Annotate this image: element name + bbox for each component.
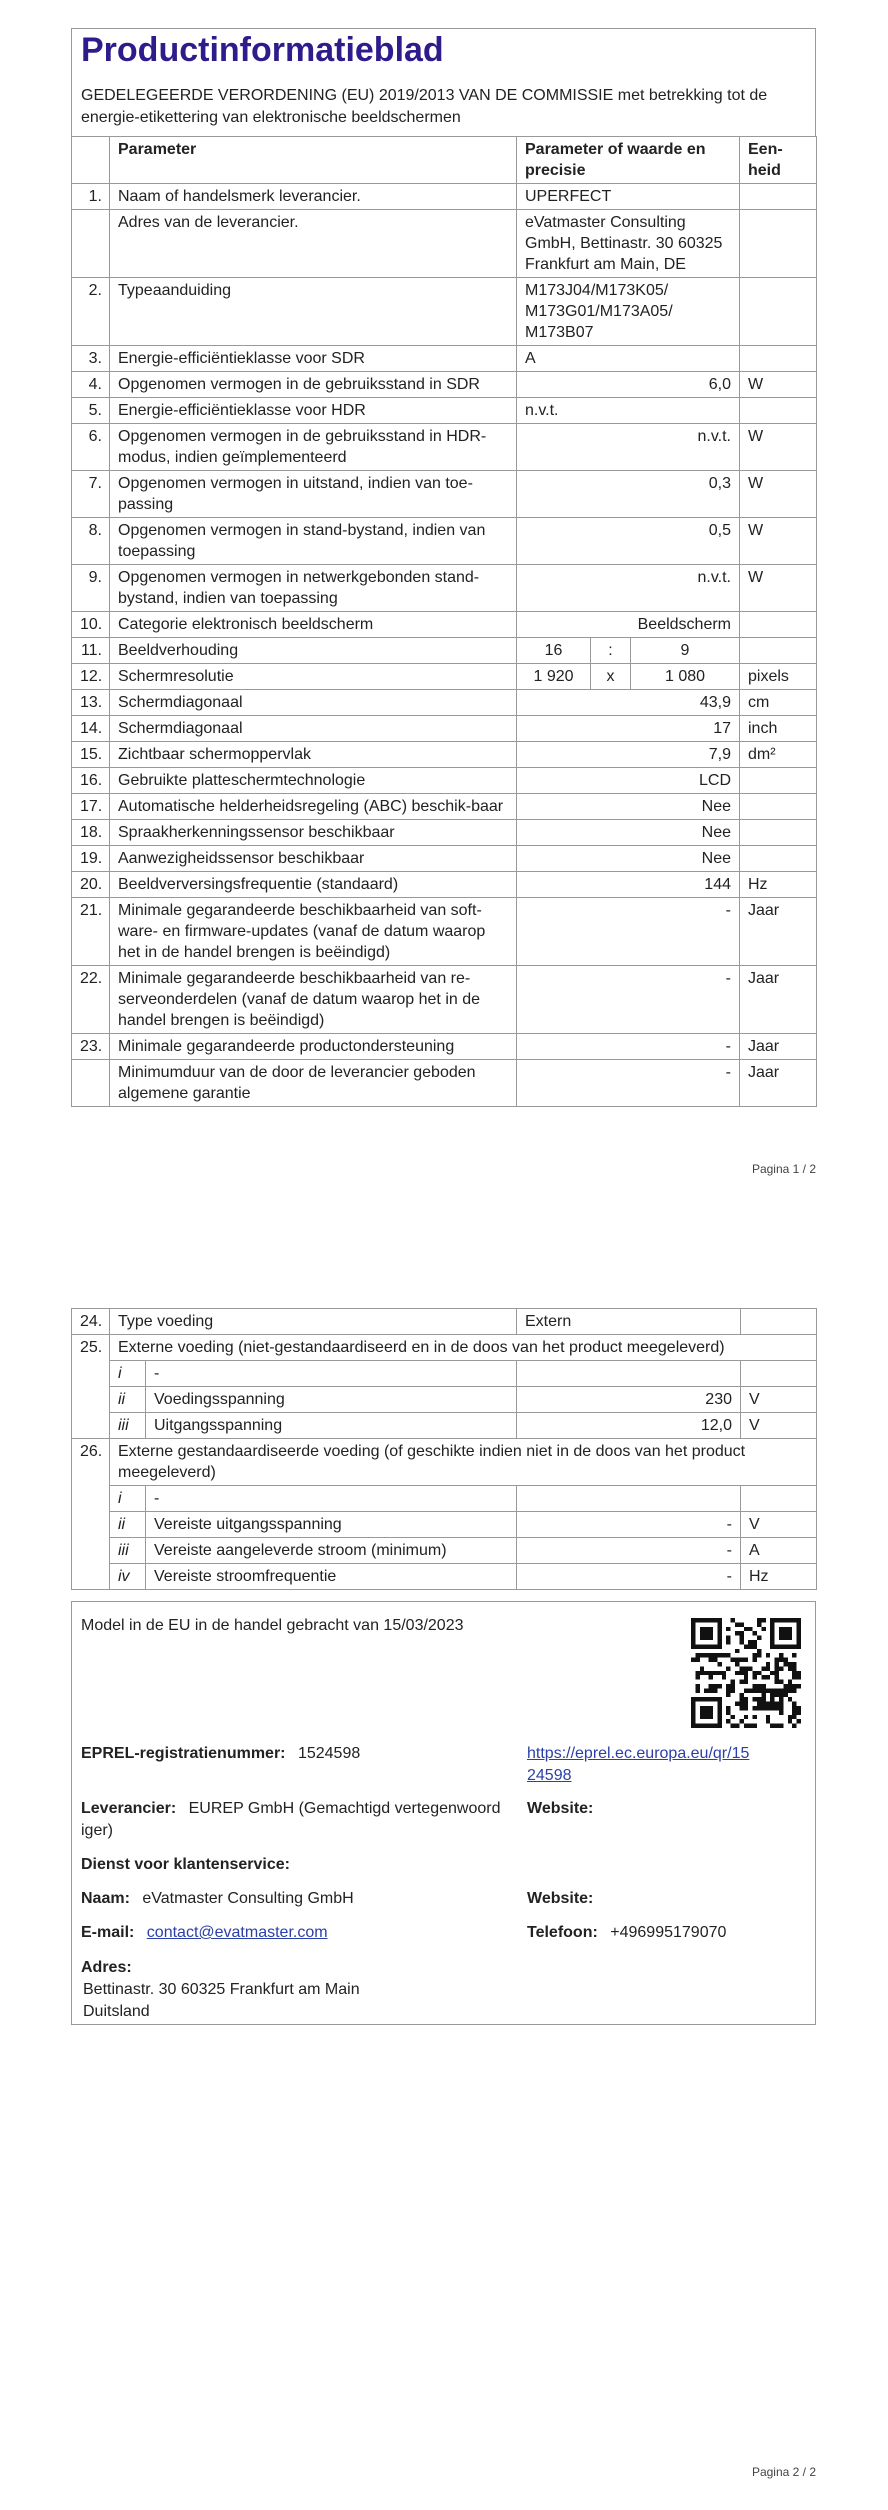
table-row: [72, 424, 817, 471]
header-box: [71, 28, 816, 137]
table-row: [72, 1538, 817, 1564]
row-value: 6,0: [517, 372, 740, 398]
row-parameter: Minimumduur van de door de leverancier geboden algemene garantie: [110, 1060, 517, 1107]
table-row: [72, 565, 817, 612]
row-number: 3.: [72, 346, 110, 372]
row-value: eVatmaster Consulting GmbH, Bettinastr. 30 60325 Frankfurt am Main, DE: [517, 210, 740, 278]
table-row-group: [72, 1439, 817, 1486]
sub-index: i: [110, 1486, 146, 1512]
sub-parameter: Voedingsspanning: [146, 1387, 517, 1413]
row-unit: inch: [740, 716, 817, 742]
row-parameter: Adres van de leverancier.: [110, 210, 517, 278]
row-unit: [740, 278, 817, 346]
table-row: [72, 1387, 817, 1413]
row-unit: [741, 1309, 817, 1335]
row-unit: [740, 346, 817, 372]
table-row: [72, 1309, 817, 1335]
row-number: 9.: [72, 565, 110, 612]
table-row: [72, 184, 817, 210]
row-unit: W: [740, 518, 817, 565]
table-row: [72, 471, 817, 518]
row-number: 1.: [72, 184, 110, 210]
row-parameter: Categorie elektronisch beeldscherm: [110, 612, 517, 638]
table-row: [72, 1361, 817, 1387]
header-unit: Een-heid: [740, 137, 817, 184]
row-parameter: Naam of handelsmerk leverancier.: [110, 184, 517, 210]
row-parameter: Schermdiagonaal: [110, 716, 517, 742]
table-row: [72, 612, 817, 638]
table-row: [72, 278, 817, 346]
table-row: [72, 210, 817, 278]
row-number: 4.: [72, 372, 110, 398]
table-row: [72, 1512, 817, 1538]
row-value: n.v.t.: [517, 398, 740, 424]
email-label: E-mail:: [81, 1924, 135, 1941]
row-number: 26.: [72, 1439, 110, 1590]
row-parameter: Opgenomen vermogen in de gebruiksstand in HDR-modus, indien geïmplementeerd: [110, 424, 517, 471]
row-value: n.v.t.: [517, 424, 740, 471]
row-value: 43,9: [517, 690, 740, 716]
row-parameter: Gebruikte platteschermtechnologie: [110, 768, 517, 794]
row-value: 17: [517, 716, 740, 742]
row-number: 18.: [72, 820, 110, 846]
sub-parameter: Vereiste uitgangsspanning: [146, 1512, 517, 1538]
row-parameter: Zichtbaar schermoppervlak: [110, 742, 517, 768]
regulation-subtitle: GEDELEGEERDE VERORDENING (EU) 2019/2013 VAN DE COMMISSIE met betrekking tot de energie-etikettering van elektronische beeldschermen: [81, 87, 768, 126]
eprel-link[interactable]: https://eprel.ec.europa.eu/qr/15 24598: [527, 1745, 750, 1784]
sub-parameter: -: [146, 1361, 517, 1387]
row-unit: Hz: [740, 872, 817, 898]
row-value: Nee: [517, 794, 740, 820]
table-row: [72, 794, 817, 820]
row-value: -: [517, 1034, 740, 1060]
table-row: [72, 846, 817, 872]
row-unit: W: [740, 372, 817, 398]
row-value: n.v.t.: [517, 565, 740, 612]
header-value: Parameter of waarde en precisie: [517, 137, 740, 184]
sub-unit: V: [741, 1512, 817, 1538]
sub-unit: V: [741, 1413, 817, 1439]
row-parameter: Minimale gegarandeerde beschikbaarheid van soft-ware- en firmware-updates (vanaf de datum waarop het in de handel brengen is beëindigd): [110, 898, 517, 966]
row-parameter: Opgenomen vermogen in stand-bystand, indien van toepassing: [110, 518, 517, 565]
table-row-resolution: 12. Schermresolutie 1 920 x 1 080 pixels: [72, 664, 817, 690]
row-number: 25.: [72, 1335, 110, 1439]
supplier-value: EUREP GmbH (Gemachtigd vertegenwoord: [188, 1800, 501, 1817]
sub-parameter: Uitgangsspanning: [146, 1413, 517, 1439]
phone-label: Telefoon:: [527, 1924, 598, 1941]
table-row: [72, 398, 817, 424]
row-value: LCD: [517, 768, 740, 794]
table-row: [72, 742, 817, 768]
row-number: 19.: [72, 846, 110, 872]
name-value: eVatmaster Consulting GmbH: [142, 1890, 354, 1907]
row-number: 14.: [72, 716, 110, 742]
sub-value: [517, 1361, 741, 1387]
website-label-2: Website:: [527, 1890, 594, 1907]
address-value: Bettinastr. 30 60325 Frankfurt am Main Duitsland: [83, 1981, 360, 2020]
table-row: [72, 768, 817, 794]
row-number: 6.: [72, 424, 110, 471]
sub-unit: [741, 1486, 817, 1512]
name-label: Naam:: [81, 1890, 130, 1907]
table-row: [72, 690, 817, 716]
sub-value: -: [517, 1538, 741, 1564]
page-number-2: Pagina 2 / 2: [751, 2465, 816, 2479]
sub-unit: [741, 1361, 817, 1387]
table-row: [72, 346, 817, 372]
row-number: [72, 210, 110, 278]
row-number: 21.: [72, 898, 110, 966]
row-unit: Jaar: [740, 898, 817, 966]
sub-index: iii: [110, 1538, 146, 1564]
row-parameter: Type voeding: [110, 1309, 517, 1335]
table-row: [72, 518, 817, 565]
sub-parameter: -: [146, 1486, 517, 1512]
row-value: UPERFECT: [517, 184, 740, 210]
service-label: Dienst voor klantenservice:: [81, 1856, 290, 1873]
table-header-row: [72, 137, 817, 184]
row-value: 144: [517, 872, 740, 898]
row-parameter: Opgenomen vermogen in netwerkgebonden stand-bystand, indien van toepassing: [110, 565, 517, 612]
row-parameter: Externe voeding (niet-gestandaardiseerd en in de doos van het product meegeleverd): [110, 1335, 817, 1361]
row-parameter: Opgenomen vermogen in uitstand, indien van toe-passing: [110, 471, 517, 518]
row-unit: [740, 768, 817, 794]
table-row: [72, 1060, 817, 1107]
page-title: Productinformatieblad: [81, 31, 444, 69]
row-parameter: Beeldverversingsfrequentie (standaard): [110, 872, 517, 898]
row-parameter: Energie-efficiëntieklasse voor SDR: [110, 346, 517, 372]
row-parameter: Spraakherkenningssensor beschikbaar: [110, 820, 517, 846]
sub-unit: V: [741, 1387, 817, 1413]
row-unit: cm: [740, 690, 817, 716]
row-parameter: Opgenomen vermogen in de gebruiksstand in SDR: [110, 372, 517, 398]
eprel-number: 1524598: [297, 1745, 361, 1762]
row-value: Beeldscherm: [517, 612, 740, 638]
sub-value: 12,0: [517, 1413, 741, 1439]
table-row: [72, 1486, 817, 1512]
power-supply-table: [71, 1308, 817, 1590]
row-number: 23.: [72, 1034, 110, 1060]
table-row-group: [72, 1335, 817, 1361]
row-number: 5.: [72, 398, 110, 424]
page-number: Pagina 1 / 2: [751, 1162, 816, 1176]
row-parameter: Aanwezigheidssensor beschikbaar: [110, 846, 517, 872]
row-value: 0,3: [517, 471, 740, 518]
table-row: [72, 1034, 817, 1060]
table-row: [72, 872, 817, 898]
row-number: [72, 1060, 110, 1107]
row-parameter: Minimale gegarandeerde productondersteuning: [110, 1034, 517, 1060]
row-value: 0,5: [517, 518, 740, 565]
sub-index: ii: [110, 1512, 146, 1538]
row-number: 10.: [72, 612, 110, 638]
row-number: 2.: [72, 278, 110, 346]
row-unit: [740, 820, 817, 846]
supplier-label: Leverancier:: [81, 1800, 177, 1817]
row-unit: W: [740, 565, 817, 612]
address-label: Adres:: [81, 1959, 132, 1976]
table-row: [72, 898, 817, 966]
sub-index: ii: [110, 1387, 146, 1413]
row-number: 17.: [72, 794, 110, 820]
table-row: [72, 820, 817, 846]
sub-index: iv: [110, 1564, 146, 1590]
row-unit: W: [740, 424, 817, 471]
row-unit: [740, 794, 817, 820]
row-unit: [740, 210, 817, 278]
row-value: A: [517, 346, 740, 372]
sub-value: [517, 1486, 741, 1512]
row-number: 24.: [72, 1309, 110, 1335]
row-number: 15.: [72, 742, 110, 768]
row-value: -: [517, 966, 740, 1034]
phone-value: +496995179070: [610, 1924, 727, 1941]
sub-parameter: Vereiste aangeleverde stroom (minimum): [146, 1538, 517, 1564]
row-value: Extern: [517, 1309, 741, 1335]
sub-index: i: [110, 1361, 146, 1387]
supplier-info-box: Model in de EU in de handel gebracht van 15/03/2023 EPREL-registratienummer: 1524598 https://eprel.ec.europa.eu/qr/15 24598 Leverancier: EUREP GmbH (Gemachtigd vertegenwoord iger) Website: Dienst voor klantenservice: Naam: eVatmaster Consulting GmbH Website: E-mail: contact@evatmaster.com Telefoon: +496995179070 Adres: Bettinastr. 30 60325 Frankfurt am Main Duitsland: [71, 1601, 816, 2025]
website-label-1: Website:: [527, 1800, 594, 1817]
sub-parameter: Vereiste stroomfrequentie: [146, 1564, 517, 1590]
row-parameter: Energie-efficiëntieklasse voor HDR: [110, 398, 517, 424]
table-row: [72, 716, 817, 742]
table-row: [72, 1564, 817, 1590]
row-unit: Jaar: [740, 1034, 817, 1060]
email-link[interactable]: contact@evatmaster.com: [146, 1924, 328, 1941]
row-unit: dm²: [740, 742, 817, 768]
page-1: [0, 0, 888, 1250]
sub-unit: A: [741, 1538, 817, 1564]
product-spec-table: [71, 136, 817, 1107]
row-number: 22.: [72, 966, 110, 1034]
row-unit: Jaar: [740, 1060, 817, 1107]
sub-value: -: [517, 1512, 741, 1538]
row-value: Nee: [517, 820, 740, 846]
eprel-label: EPREL-registratienummer:: [81, 1745, 286, 1762]
row-number: 13.: [72, 690, 110, 716]
row-unit: W: [740, 471, 817, 518]
qr-code-icon: [691, 1618, 801, 1728]
table-row: [72, 1413, 817, 1439]
row-number: 8.: [72, 518, 110, 565]
row-unit: [740, 398, 817, 424]
sub-value: -: [517, 1564, 741, 1590]
table-row: [72, 966, 817, 1034]
row-number: 20.: [72, 872, 110, 898]
table-row: [72, 372, 817, 398]
row-parameter: Externe gestandaardiseerde voeding (of geschikte indien niet in de doos van het product meegeleverd): [110, 1439, 817, 1486]
row-value: -: [517, 898, 740, 966]
row-unit: [740, 184, 817, 210]
row-number: 16.: [72, 768, 110, 794]
sub-unit: Hz: [741, 1564, 817, 1590]
row-unit: [740, 612, 817, 638]
row-value: M173J04/M173K05/ M173G01/M173A05/ M173B07: [517, 278, 740, 346]
row-value: Nee: [517, 846, 740, 872]
row-unit: [740, 846, 817, 872]
model-date: Model in de EU in de handel gebracht van 15/03/2023: [81, 1617, 464, 1634]
sub-value: 230: [517, 1387, 741, 1413]
row-number: 7.: [72, 471, 110, 518]
row-unit: Jaar: [740, 966, 817, 1034]
table-row-aspect: 11. Beeldverhouding 16 : 9: [72, 638, 817, 664]
row-parameter: Minimale gegarandeerde beschikbaarheid van re-serveonderdelen (vanaf de datum waarop het in de handel brengen is beëindigd): [110, 966, 517, 1034]
sub-index: iii: [110, 1413, 146, 1439]
row-parameter: Schermdiagonaal: [110, 690, 517, 716]
row-parameter: Automatische helderheidsregeling (ABC) beschik-baar: [110, 794, 517, 820]
header-parameter: Parameter: [110, 137, 517, 184]
row-value: 7,9: [517, 742, 740, 768]
row-parameter: Typeaanduiding: [110, 278, 517, 346]
row-value: -: [517, 1060, 740, 1107]
